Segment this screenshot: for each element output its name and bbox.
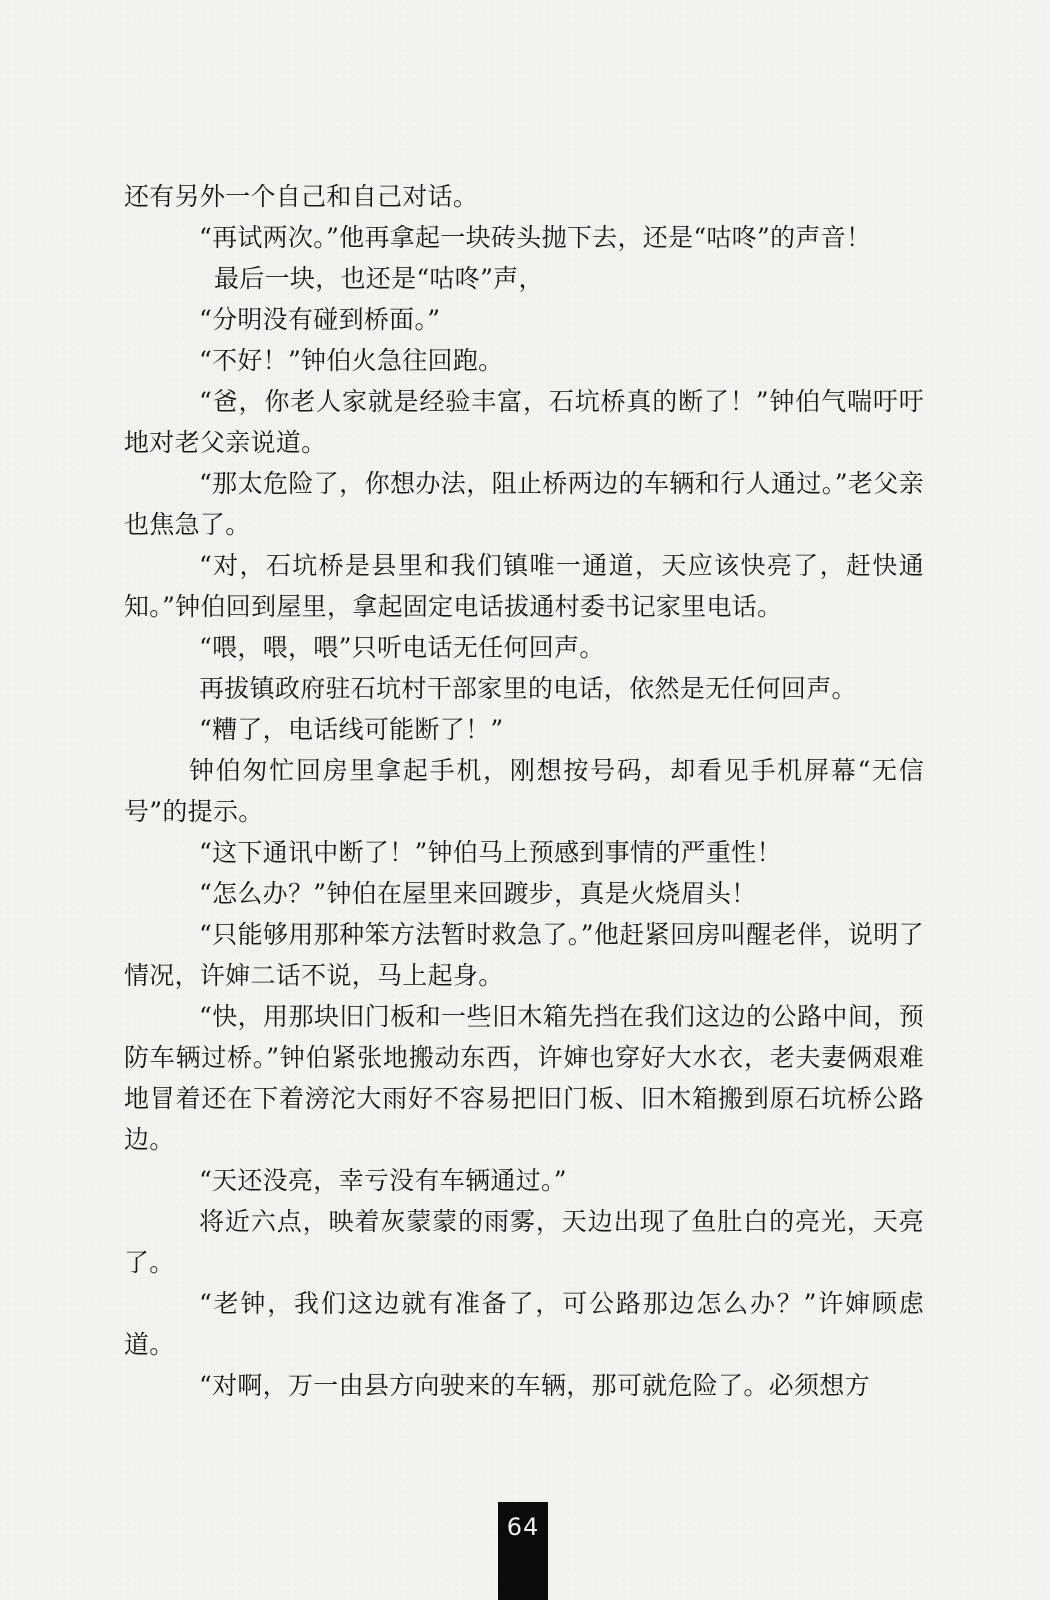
paragraph: “天还没亮，幸亏没有车辆通过。” [199, 1166, 567, 1195]
paragraph: “再试两次。”他再拿起一块砖头抛下去，还是“咕咚”的声音！ [199, 223, 872, 252]
paragraph: “喂，喂，喂”只听电话无任何回声。 [199, 633, 605, 662]
body-text [124, 176, 924, 1406]
paragraph: “这下通讯中断了！”钟伯马上预感到事情的严重性！ [199, 838, 782, 867]
paragraph: “怎么办？”钟伯在屋里来回踱步，真是火烧眉头！ [199, 879, 757, 908]
paragraph: 最后一块，也还是“咕咚”声， [214, 264, 544, 293]
paragraph: “不好！”钟伯火急往回跑。 [199, 346, 504, 375]
paragraph: 将近六点，映着灰蒙蒙的雨雾，天边出现了鱼肚白的亮光，天亮了。 [124, 1207, 924, 1277]
paragraph: “快，用那块旧门板和一些旧木箱先挡在我们这边的公路中间，预防车辆过桥。”钟伯紧张地搬动东西，许婶也穿好大水衣，老夫妻俩艰难地冒着还在下着滂沱大雨好不容易把旧门板、旧木箱搬到原石坑桥公路边。 [124, 1002, 924, 1154]
paragraph: “对，石坑桥是县里和我们镇唯一通道，天应该快亮了，赶快通知。”钟伯回到屋里，拿起固定电话拔通村委书记家里电话。 [124, 551, 924, 621]
paragraph: 钟伯匆忙回房里拿起手机，刚想按号码，却看见手机屏幕“无信号”的提示。 [124, 756, 924, 826]
paragraph: 再拔镇政府驻石坑村干部家里的电话，依然是无任何回声。 [199, 674, 857, 703]
paragraph: “对啊，万一由县方向驶来的车辆，那可就危险了。必须想方 [199, 1371, 870, 1400]
paragraph: “老钟，我们这边就有准备了，可公路那边怎么办？”许婶顾虑道。 [124, 1289, 924, 1359]
paragraph: “分明没有碰到桥面。” [199, 305, 441, 334]
paragraph: “糟了，电话线可能断了！” [199, 715, 504, 744]
page-number: 64 [498, 1502, 548, 1600]
paragraph: “只能够用那种笨方法暂时救急了。”他赶紧回房叫醒老伴，说明了情况，许婶二话不说，马上起身。 [124, 920, 924, 990]
paragraph: “爸，你老人家就是经验丰富，石坑桥真的断了！”钟伯气喘吁吁地对老父亲说道。 [124, 387, 924, 457]
paragraph: 还有另外一个自己和自己对话。 [124, 182, 479, 211]
paragraph: “那太危险了，你想办法，阻止桥两边的车辆和行人通过。”老父亲也焦急了。 [124, 469, 924, 539]
